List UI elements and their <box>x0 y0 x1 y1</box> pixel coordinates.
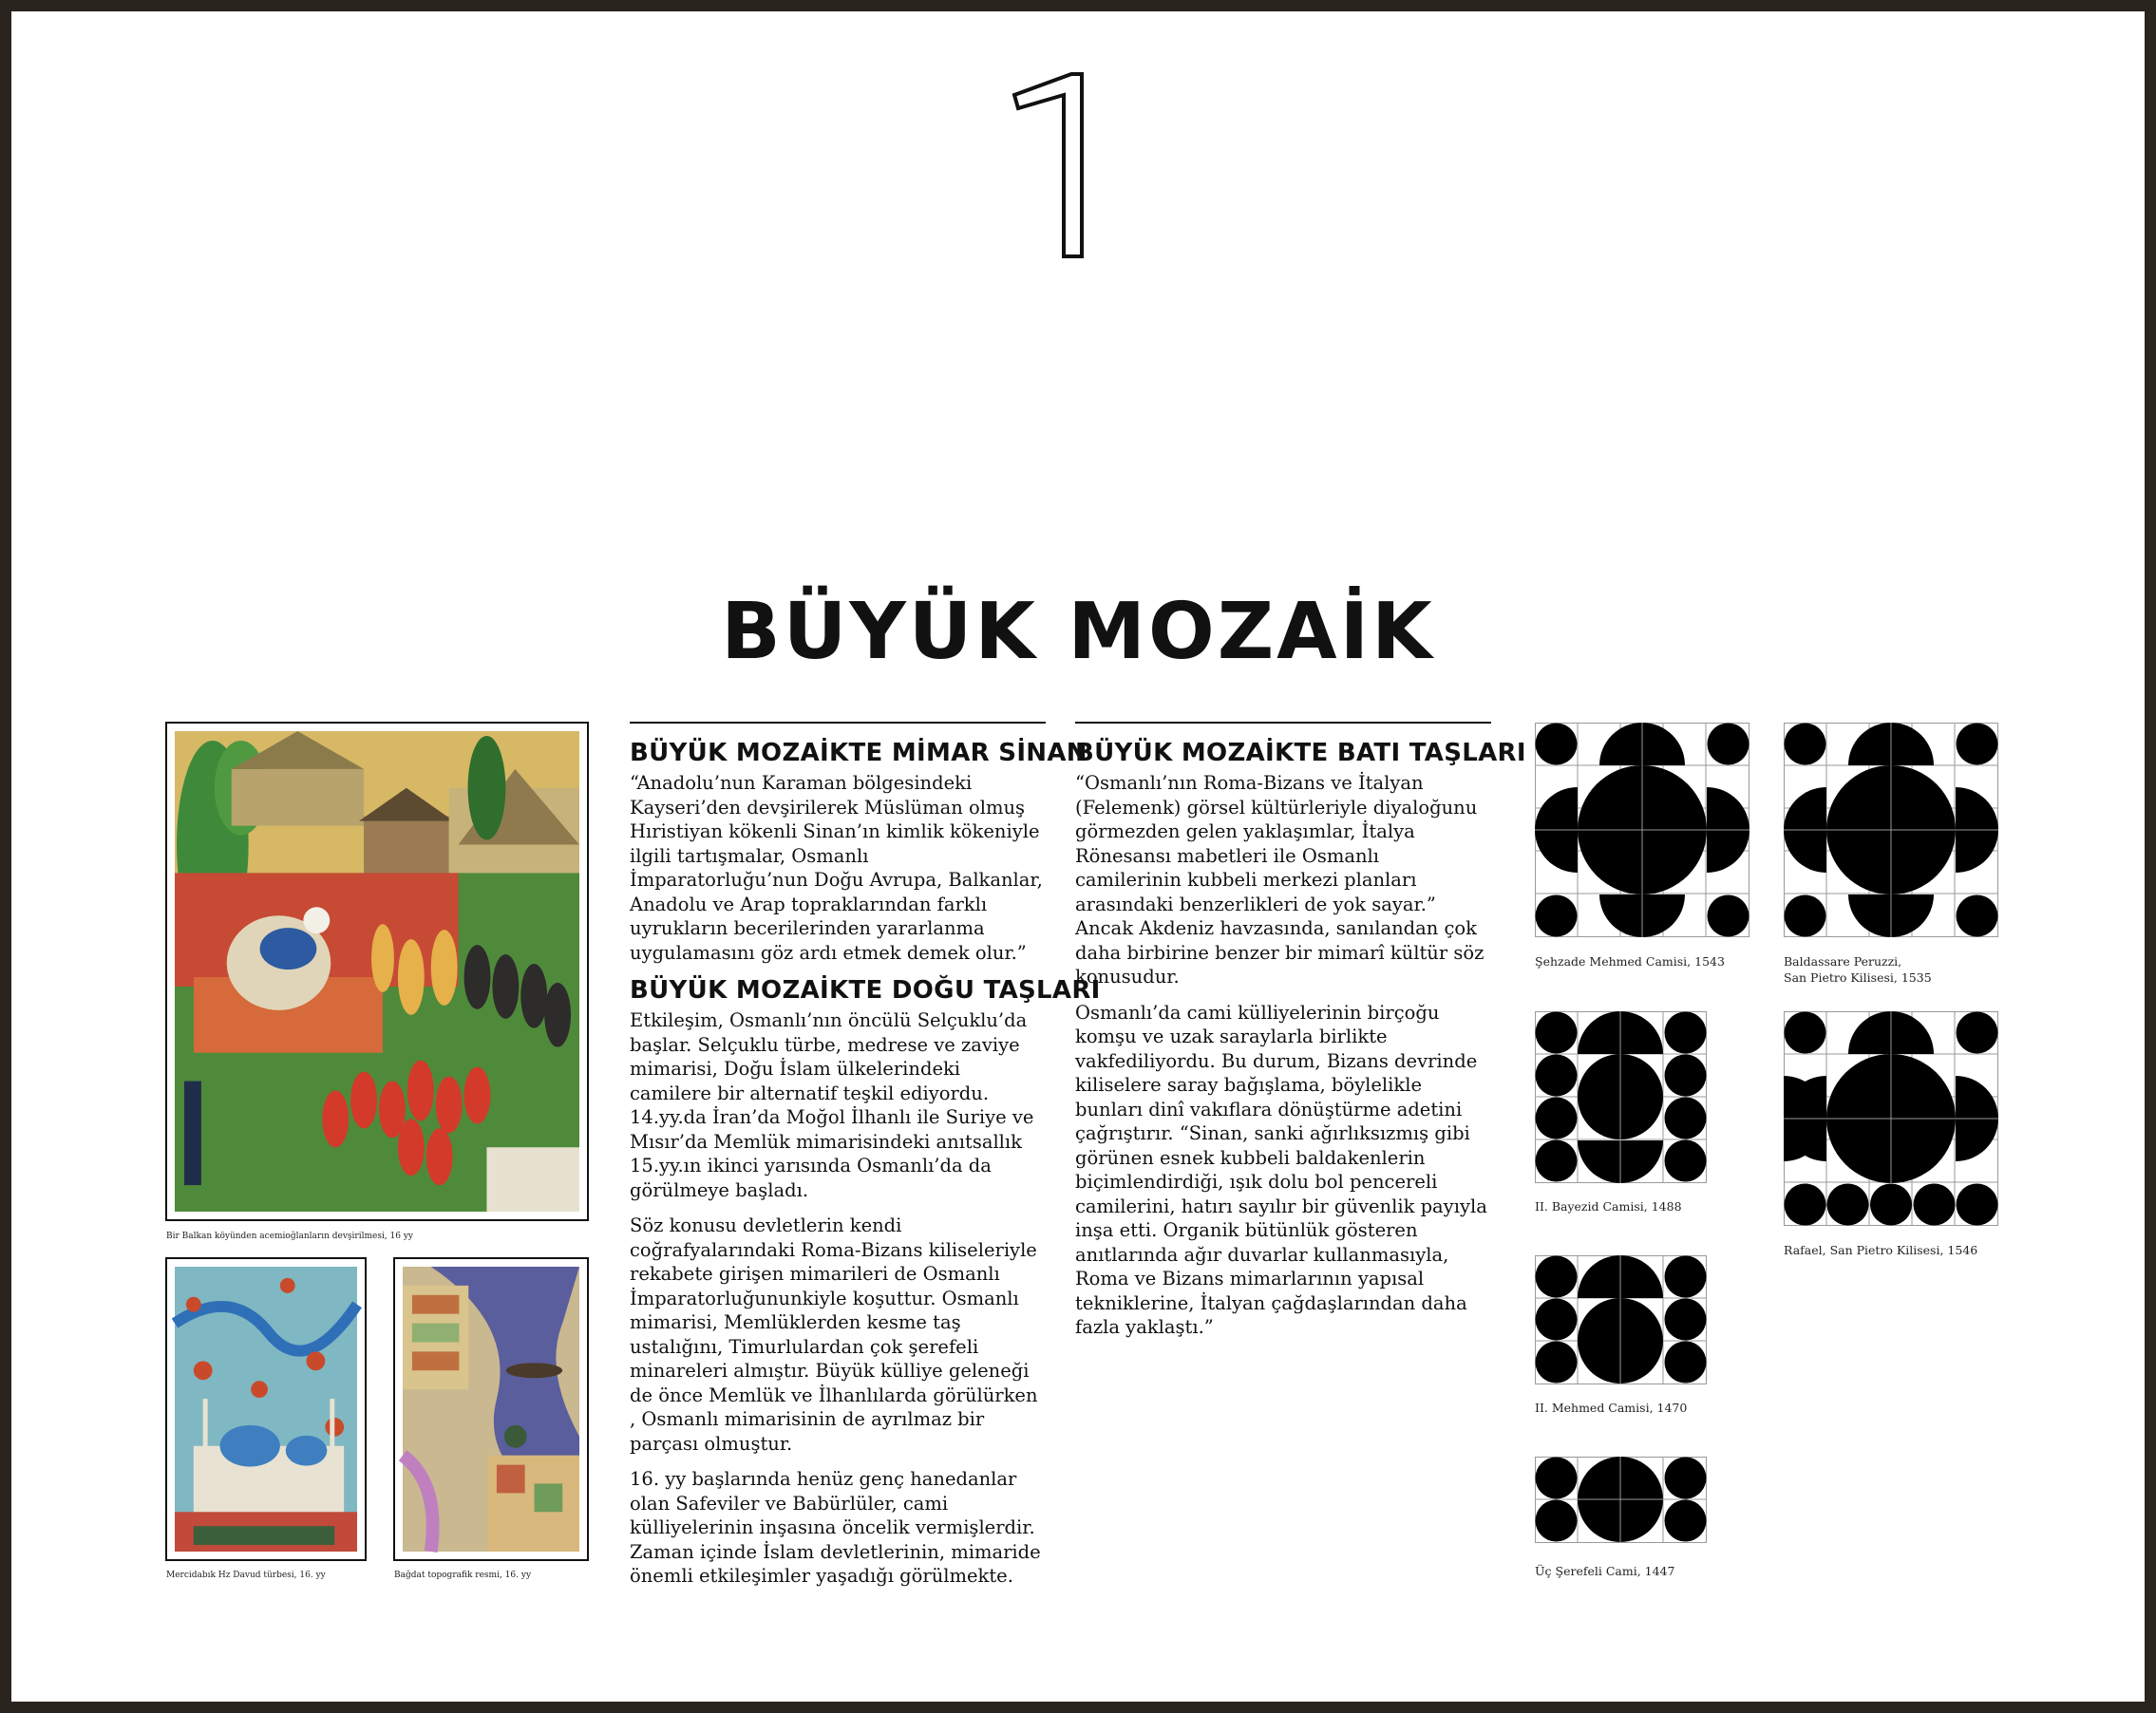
caption-plan-rafael: Rafael, San Pietro Kilisesi, 1546 <box>1784 1243 1978 1257</box>
page-number <box>1009 40 1205 268</box>
miniature-baghdad-image <box>393 1257 589 1561</box>
caption-baghdad: Bağdat topografik resmi, 16. yy <box>394 1571 532 1580</box>
caption-plan-sehzade: Şehzade Mehmed Camisi, 1543 <box>1535 954 1725 969</box>
section-paragraph-sinan: “Anadolu’nun Karaman bölgesindeki Kayseri’den devşirilerek Müslüman olmuş Hıristiyan kökenli Sinan’ın kimlik kökeniyle ilgili tartışmalar, Osmanlı İmparatorluğu’nun Doğu Avrupa, Balkanlar, Anadolu ve Arap topraklarından farklı uyrukların becerilerinden yararlanma uygulamasını göz ardı etmek demek olur.” <box>630 772 1043 964</box>
section-heading-east: BÜYÜK MOZAİKTE DOĞU TAŞLARI <box>630 976 1101 1005</box>
caption-devshirme: Bir Balkan köyünden acemioğlanların devşirilmesi, 16 yy <box>166 1232 414 1241</box>
poster-page <box>11 11 2145 1702</box>
paragraph-west-2: Osmanlı’da cami külliyelerinin birçoğu komşu ve uzak saraylarla birlikte vakfediliyordu. Bu durum, Bizans devrinde kiliselere saray bağışlama, böylelikle bunları dinî vakıflara dönüştürme adetini çağrıştırır. “Sinan, sanki ağırlıksızmış gibi görünen esnek kubbeli baldakenlerin biçimlendirdiği, ışık dolu bol pencereli camilerini, hatırı sayılır bir güvenlik payıyla inşa etti. Organik bütünlük gösteren anıtlarında ağır duvarlar kullanmasıyla, Roma ve Bizans mimarlarının yapısal tekniklerine, İtalyan çağdaşlarından daha fazla yaklaştı.” <box>1075 1001 1487 1338</box>
caption-mercidabik: Mercidabık Hz Davud türbesi, 16. yy <box>166 1571 326 1580</box>
plan-peruzzi-diagram <box>1784 723 1998 937</box>
section-heading-west: BÜYÜK MOZAİKTE BATI TAŞLARI <box>1075 739 1526 767</box>
plan-mehmed-diagram <box>1535 1255 1707 1384</box>
main-title: BÜYÜK MOZAİK <box>721 587 1435 677</box>
plan-rafael-diagram <box>1784 1011 1998 1226</box>
paragraph-east-3: 16. yy başlarında henüz genç hanedanlar olan Safeviler ve Babürlüler, cami külliyelerinin inşasına öncelik vermişlerdir. Zaman içinde İslam devletlerinin, mimaride önemli etkileşimler yaşadığı görülmekte. <box>630 1468 1041 1587</box>
caption-plan-mehmed: II. Mehmed Camisi, 1470 <box>1535 1401 1688 1415</box>
column-west <box>1075 722 1526 1351</box>
caption-plan-peruzzi: Baldassare Peruzzi, San Pietro Kilisesi, 1535 <box>1784 954 1932 985</box>
plan-bayezid-diagram <box>1535 1011 1707 1183</box>
svg-text:1: 1 <box>1199 222 1205 233</box>
caption-plan-ucserefeli: Üç Şerefeli Cami, 1447 <box>1535 1564 1675 1578</box>
column-east <box>630 722 1101 1600</box>
column-rule <box>1075 722 1491 724</box>
section-heading-sinan: BÜYÜK MOZAİKTE MİMAR SİNAN <box>630 739 1087 767</box>
column-rule <box>630 722 1046 724</box>
paragraph-east-2: Söz konusu devletlerin kendi coğrafyalarındaki Roma-Bizans kiliseleriyle rekabete girişen mimarileri de Osmanlı İmparatorluğununkiyle koşuttur. Osmanlı mimarisi, Memlüklerden kesme taş ustalığını, Timurlulardan çok şerefeli minareleri almıştır. Büyük külliye geleneği de önce Memlük ve İlhanlılarda görülürken , Osmanlı mimarisinin de ayrılmaz bir parçası olmuştur. <box>630 1214 1038 1455</box>
plan-sehzade-diagram <box>1535 723 1749 937</box>
miniature-devshirme-image <box>165 722 589 1221</box>
plan-ucserefeli-diagram <box>1535 1457 1707 1543</box>
caption-plan-bayezid: II. Bayezid Camisi, 1488 <box>1535 1199 1682 1214</box>
paragraph-west-1: “Osmanlı’nın Roma-Bizans ve İtalyan (Felemenk) görsel kültürleriyle diyaloğunu görmezden gelen yaklaşımlar, İtalya Rönesansı mabetleri ile Osmanlı camilerinin kubbeli merkezi planları arasındaki benzerlikleri de yok sayar.” Ancak Akdeniz havzasında, sanılandan çok daha birbirine benzer bir mimarî kültür söz konusudur. <box>1075 772 1485 988</box>
paragraph-east-1: Etkileşim, Osmanlı’nın öncülü Selçuklu’da başlar. Selçuklu türbe, medrese ve zaviye mimarisi, Doğu İslam ülkelerindeki camilere bir alternatif teşkil ediyordu. 14.yy.da İran’da Moğol İlhanlı ile Suriye ve Mısır’da Memlük mimarisindeki anıtsallık 15.yy.ın ikinci yarısında Osmanlı’da da görülmeye başladı. <box>630 1009 1034 1201</box>
miniature-mercidabik-image <box>165 1257 367 1561</box>
